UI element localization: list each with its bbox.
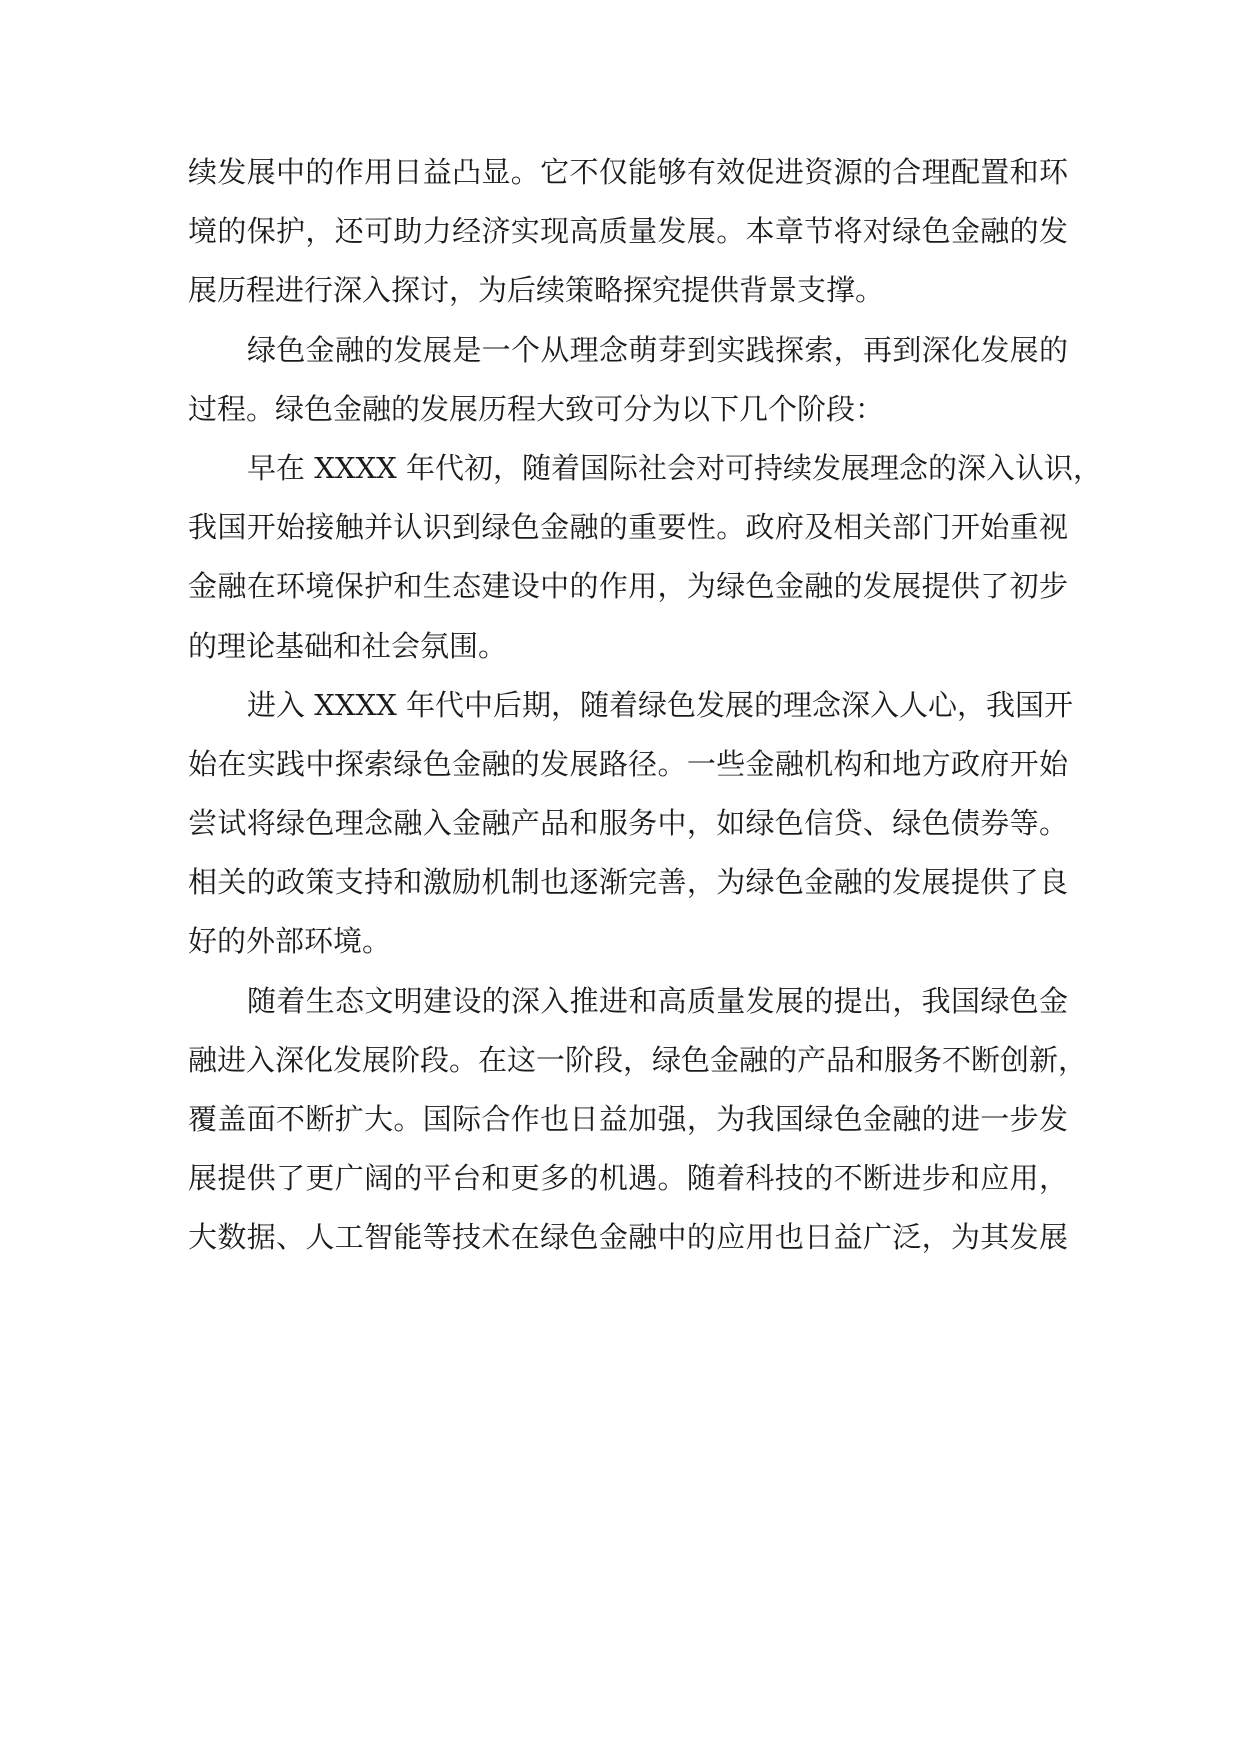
text-line: 融进入深化发展阶段。在这一阶段，绿色金融的产品和服务不断创新， xyxy=(188,1042,1088,1077)
text-line: 境的保护，还可助力经济实现高质量发展。本章节将对绿色金融的发 xyxy=(188,214,1068,249)
text-line: 续发展中的作用日益凸显。它不仅能够有效促进资源的合理配置和环 xyxy=(188,155,1068,189)
text-line: 大数据、人工智能等技术在绿色金融中的应用也日益广泛，为其发展 xyxy=(188,1220,1068,1255)
paragraph-first-line: 随着生态文明建设的深入推进和高质量发展的提出，我国绿色金 xyxy=(247,983,1068,1018)
paragraph-first-line: 早在 XXXX 年代初，随着国际社会对可持续发展理念的深入认识， xyxy=(247,450,1103,485)
text-line: 始在实践中探索绿色金融的发展路径。一些金融机构和地方政府开始 xyxy=(188,746,1068,781)
text-line: 相关的政策支持和激励机制也逐渐完善，为绿色金融的发展提供了良 xyxy=(188,865,1068,900)
text-line: 过程。绿色金融的发展历程大致可分为以下几个阶段： xyxy=(188,391,885,426)
body-text xyxy=(188,143,1103,1268)
text-line: 的理论基础和社会氛围。 xyxy=(188,628,508,663)
text-line: 尝试将绿色理念融入金融产品和服务中，如绿色信贷、绿色债券等。 xyxy=(188,806,1068,841)
text-line: 我国开始接触并认识到绿色金融的重要性。政府及相关部门开始重视 xyxy=(188,510,1068,545)
text-line: 覆盖面不断扩大。国际合作也日益加强，为我国绿色金融的进一步发 xyxy=(188,1102,1068,1136)
paragraph-first-line: 进入 XXXX 年代中后期，随着绿色发展的理念深入人心，我国开 xyxy=(247,687,1074,722)
text-line: 金融在环境保护和生态建设中的作用，为绿色金融的发展提供了初步 xyxy=(188,569,1068,604)
paragraph-first-line: 绿色金融的发展是一个从理念萌芽到实践探索，再到深化发展的 xyxy=(247,332,1068,367)
text-line: 展提供了更广阔的平台和更多的机遇。随着科技的不断进步和应用， xyxy=(188,1161,1068,1196)
text-line: 好的外部环境。 xyxy=(188,924,392,959)
text-line: 展历程进行深入探讨，为后续策略探究提供背景支撑。 xyxy=(188,273,885,308)
